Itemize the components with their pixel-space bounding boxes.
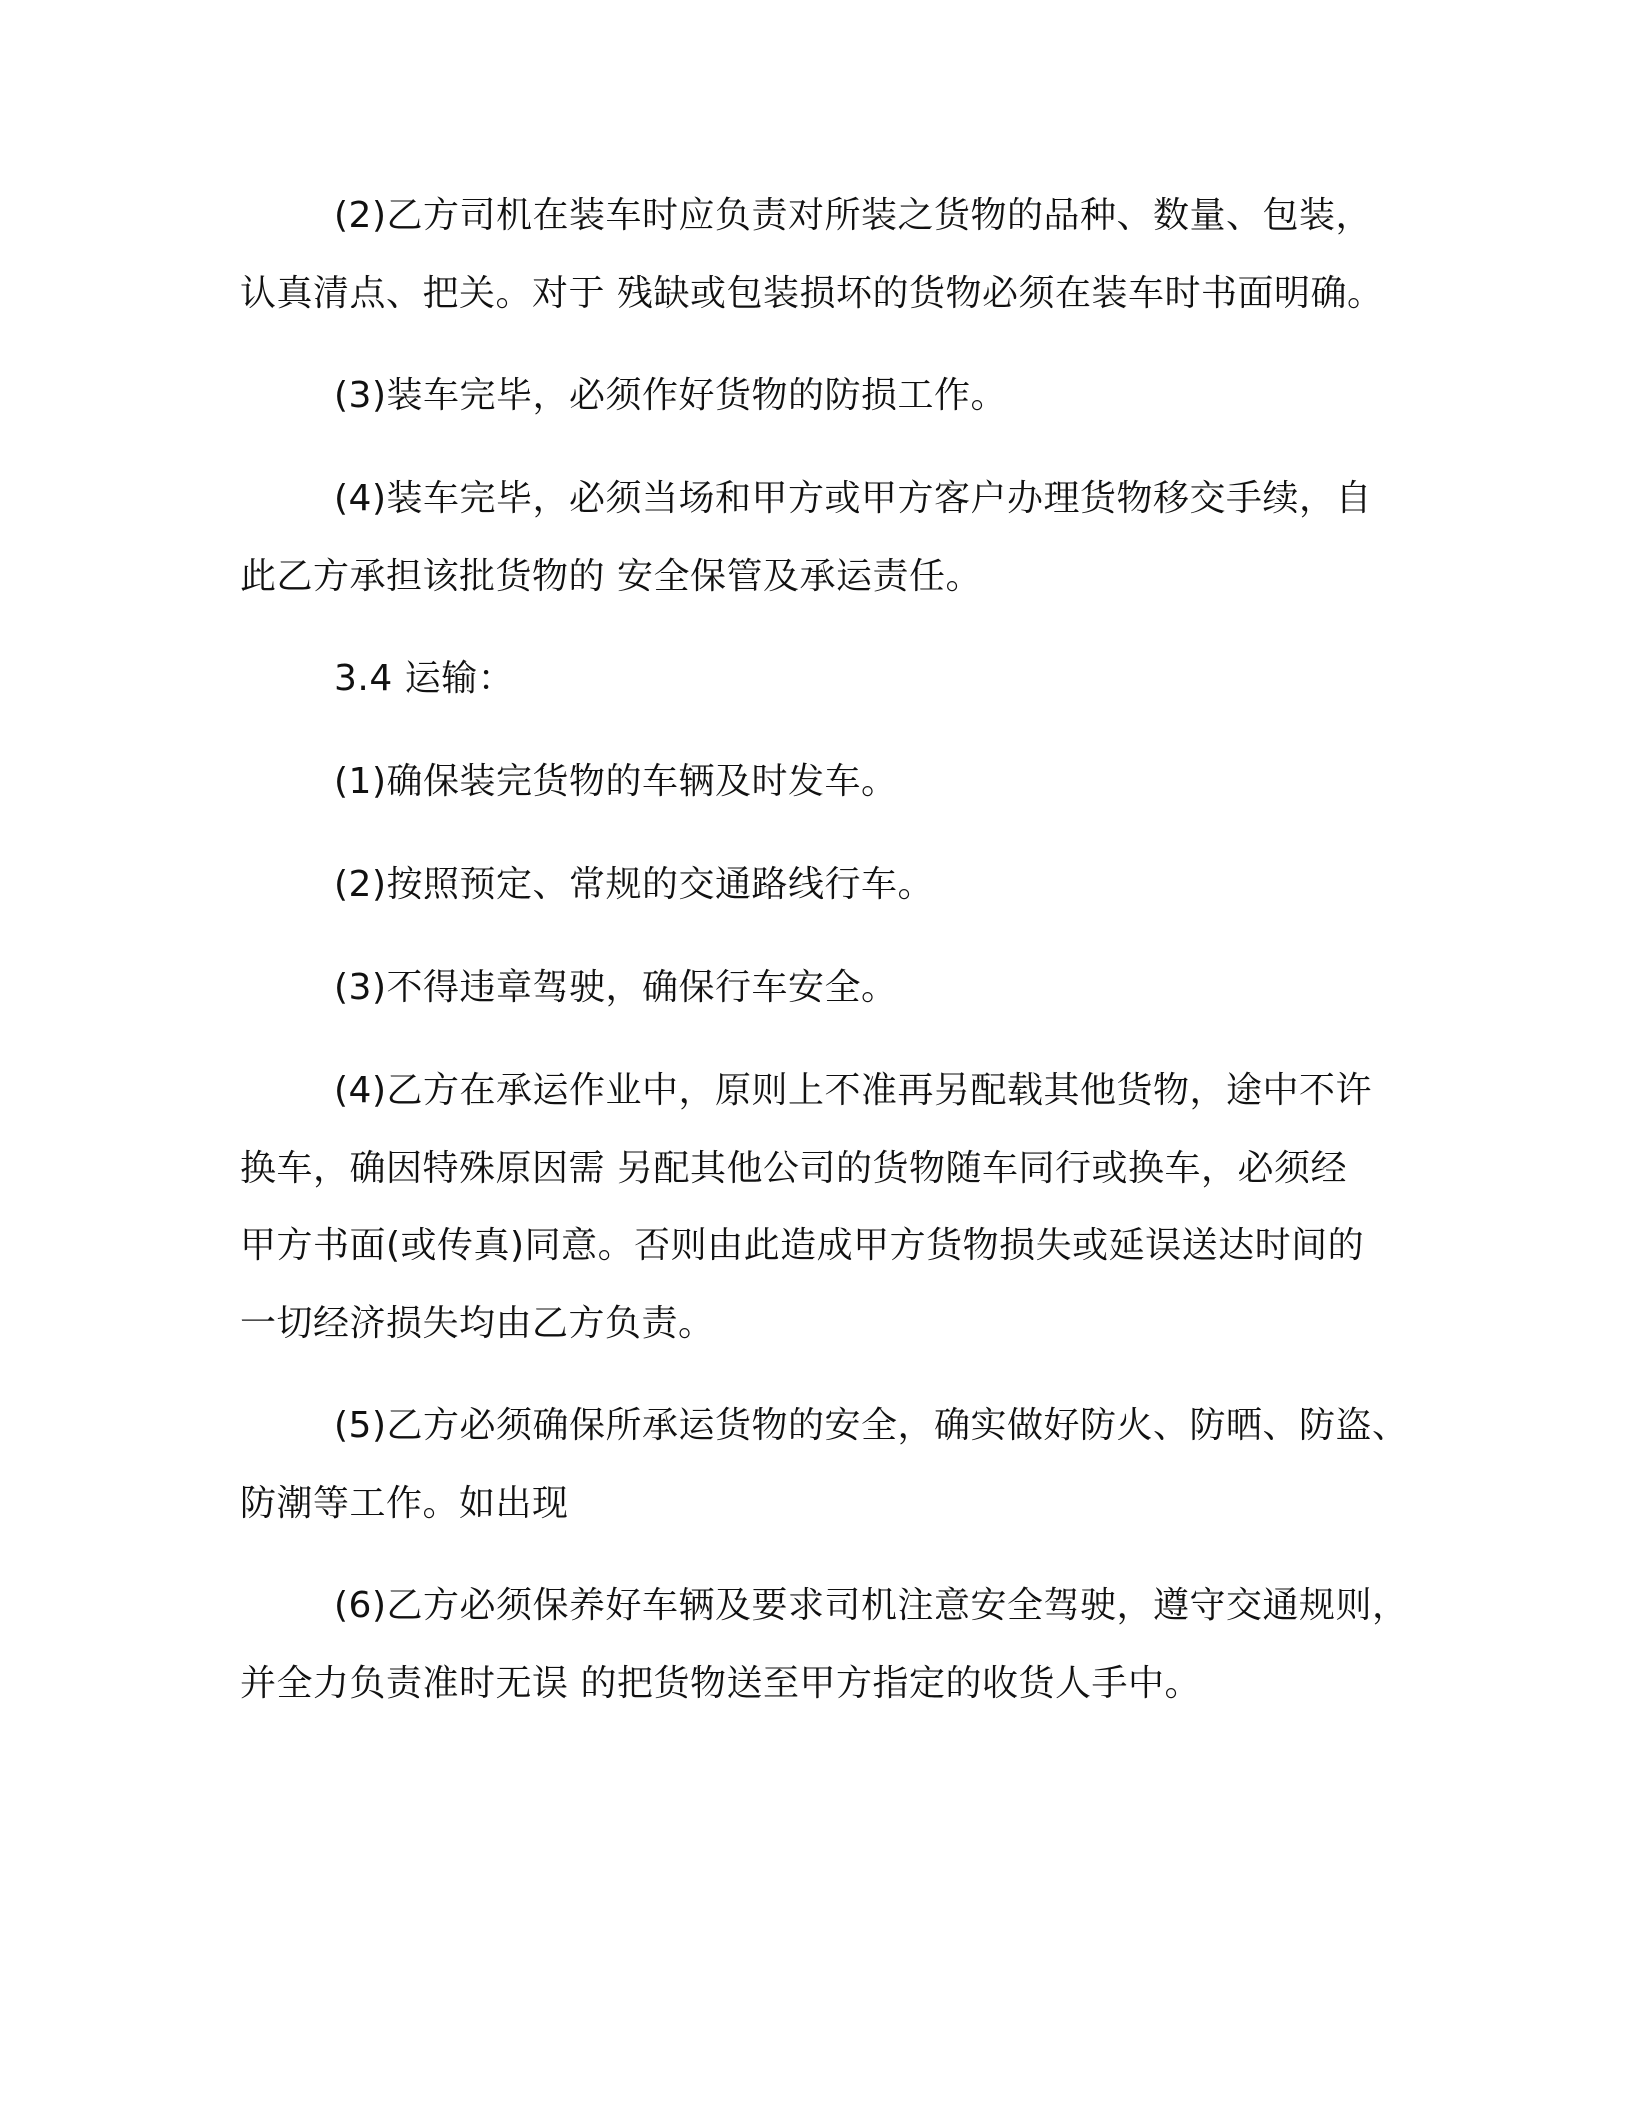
para-3-4-item-4-line-2: 换车，确因特殊原因需 另配其他公司的货物随车同行或换车，必须经 <box>240 1148 1347 1189</box>
para-3-3-item-3-line-1: (3)装车完毕，必须作好货物的防损工作。 <box>334 375 1007 416</box>
para-3-4-item-4-line-4: 一切经济损失均由乙方负责。 <box>240 1303 715 1344</box>
para-3-4-item-3-line-1: (3)不得违章驾驶，确保行车安全。 <box>334 967 898 1008</box>
para-3-4-item-1-line-1: (1)确保装完货物的车辆及时发车。 <box>334 761 898 802</box>
section-3-4-heading: 3.4 运输： <box>334 658 515 699</box>
para-3-4-item-5-line-1: (5)乙方必须确保所承运货物的安全，确实做好防火、防晒、防盗、 <box>334 1405 1409 1446</box>
para-3-4-item-5-line-2: 防潮等工作。如出现 <box>240 1483 569 1524</box>
para-3-4-item-2-line-1: (2)按照预定、常规的交通路线行车。 <box>334 864 934 905</box>
para-3-4-item-6-line-2: 并全力负责准时无误 的把货物送至甲方指定的收货人手中。 <box>240 1663 1201 1704</box>
para-3-3-item-2-line-2: 认真清点、把关。对于 残缺或包装损坏的货物必须在装车时书面明确。 <box>240 273 1384 314</box>
para-3-3-item-4-line-2: 此乙方承担该批货物的 安全保管及承运责任。 <box>240 556 982 597</box>
para-3-3-item-2-line-1: (2)乙方司机在装车时应负责对所装之货物的品种、数量、包装， <box>334 195 1372 236</box>
para-3-4-item-4-line-3: 甲方书面(或传真)同意。否则由此造成甲方货物损失或延误送达时间的 <box>240 1225 1365 1266</box>
para-3-4-item-6-line-1: (6)乙方必须保养好车辆及要求司机注意安全驾驶，遵守交通规则， <box>334 1585 1409 1626</box>
para-3-3-item-4-line-1: (4)装车完毕，必须当场和甲方或甲方客户办理货物移交手续，自 <box>334 478 1372 519</box>
para-3-4-item-4-line-1: (4)乙方在承运作业中，原则上不准再另配载其他货物，途中不许 <box>334 1070 1372 1111</box>
